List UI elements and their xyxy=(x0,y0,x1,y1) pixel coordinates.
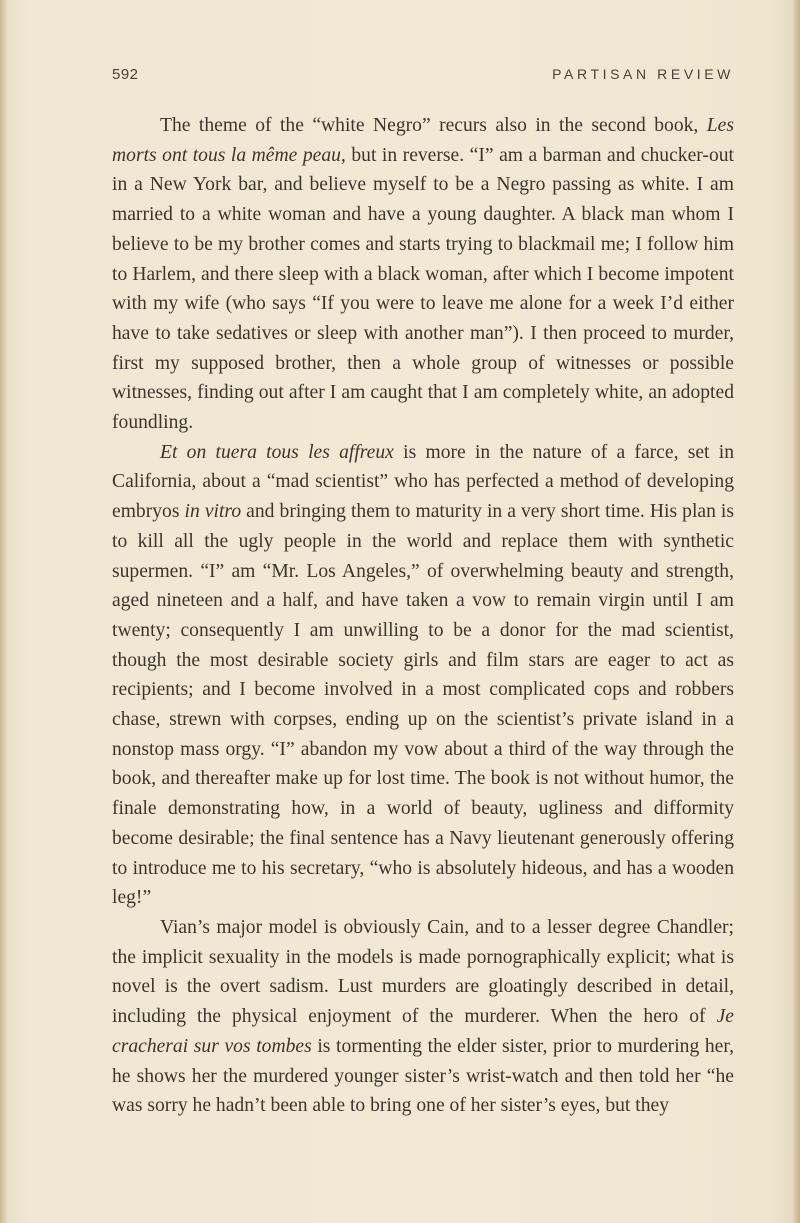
page-left-edge xyxy=(0,0,6,1223)
paragraph-1-text-1: The theme of the “white Negro” recurs also in the second book, xyxy=(160,115,707,136)
book-title-et-on-tuera: Et on tuera tous les affreux xyxy=(160,441,394,463)
paragraph-3 xyxy=(112,913,734,1121)
page-number: 592 xyxy=(112,66,139,83)
paragraph-1 xyxy=(112,111,734,438)
phrase-in-vitro: in vitro xyxy=(184,501,242,523)
paragraph-2-text-2: and bringing them to maturity in a very short time. His plan is to kill all the ugly people in the world and replace them with synthetic supermen. “I” am “Mr. Los Angeles,” of overwhelming beauty and strength, aged nineteen and a half, and have taken a vow to remain virgin until I am twenty; consequently I am unwilling to be a donor for the mad scientist, though the most desirable society girls and film stars are eager to act as recipients; and I become involved in a most complicated cops and robbers chase, strewn with corpses, ending up on the scientist’s private island in a nonstop mass orgy. “I” abandon my vow about a third of the way through the book, and thereafter make up for lost time. The book is not without humor, the finale demonstrating how, in a world of beauty, ugliness and difformity become desirable; the final sentence has a Navy lieutenant generously offering to introduce me to his secretary, “who is absolutely hideous, and has a wooden leg!” xyxy=(112,501,735,909)
paragraph-3-text-2: is tormenting the elder sister, prior to murdering her, he shows her the murdered younger sister’s wrist-watch and then told her “he was sorry he hadn’t been able to bring one of her sister’s eyes, but they xyxy=(112,1035,734,1117)
book-title-je-cracherai: Je cracherai sur vos tombes xyxy=(112,1006,734,1057)
paragraph-3-text-1: Vian’s major model is obviously Cain, and to a lesser degree Chandler; the implicit sexuality in the models is made pornographically explicit; what is novel is the overt sadism. Lust murders are gloatingly described in detail, including the physical enjoyment of the murderer. When the hero of xyxy=(112,916,734,1028)
page-right-edge xyxy=(793,0,800,1223)
book-title-les-morts: Les morts ont tous la même peau, xyxy=(112,115,734,166)
paragraph-2-text-1: is more in the nature of a farce, set in California, about a “mad scientist” who has perfected a method of developing embryos xyxy=(112,441,734,523)
body-text xyxy=(112,111,734,1121)
page-header xyxy=(112,66,734,90)
running-head: PARTISAN REVIEW xyxy=(552,66,734,82)
paragraph-2 xyxy=(112,438,734,913)
paragraph-1-text-2: but in reverse. “I” am a barman and chucker-out in a New York bar, and believe myself to be a Negro passing as white. I am married to a white woman and have a young daughter. A black man whom I believe to be my brother comes and starts trying to blackmail me; I follow him to Harlem, and there sleep with a black woman, after which I become impotent with my wife (who says “If you were to leave me alone for a week I’d either have to take sedatives or sleep with another man”). I then proceed to murder, first my supposed brother, then a whole group of witnesses or possible witnesses, finding out after I am caught that I am completely white, an adopted foundling. xyxy=(112,144,734,434)
